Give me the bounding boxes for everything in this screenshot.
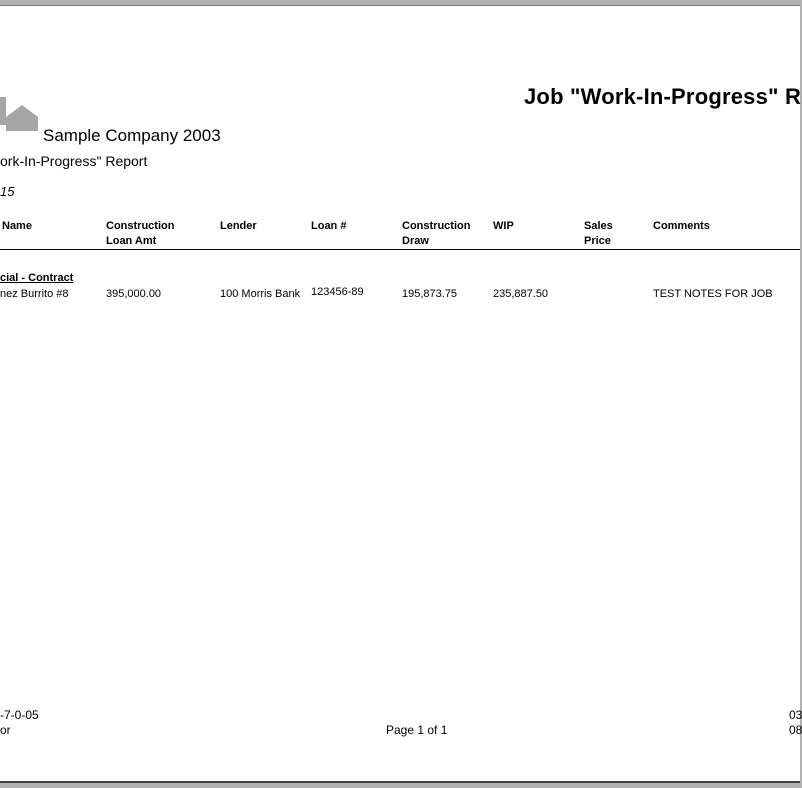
col-header-wip: WIP <box>493 220 514 232</box>
cell-name: nez Burrito #8 <box>0 288 69 300</box>
col-header-loan-amt: Construction Loan Amt <box>106 220 175 247</box>
report-date: 15 <box>0 184 15 199</box>
house-logo-icon <box>0 95 42 135</box>
footer-left-line1: -7-0-05 <box>0 708 39 722</box>
cell-loan-amt: 395,000.00 <box>106 288 162 300</box>
report-page <box>0 5 800 783</box>
cell-loan-no: 123456-89 <box>311 286 364 298</box>
col-header-loan-no: Loan # <box>311 220 347 232</box>
cell-comments: TEST NOTES FOR JOB <box>653 288 773 300</box>
col-header-comments: Comments <box>653 220 710 232</box>
cell-lender: 100 Morris Bank <box>220 288 301 300</box>
report-title: Job "Work-In-Progress" R <box>524 84 802 109</box>
group-label: cial - Contract <box>0 272 74 284</box>
col-header-sales-price: Sales Price <box>584 220 613 247</box>
company-name: Sample Company 2003 <box>43 126 221 145</box>
footer-right-line1: 03 <box>789 708 802 722</box>
page-number: Page 1 of 1 <box>386 723 448 737</box>
cell-wip: 235,887.50 <box>493 288 549 300</box>
col-header-lender: Lender <box>220 220 257 232</box>
footer-left-line2: or <box>0 723 11 737</box>
cell-draw: 195,873.75 <box>402 288 458 300</box>
col-header-draw: Construction Draw <box>402 220 471 247</box>
report-subtitle: ork-In-Progress" Report <box>0 153 148 169</box>
header-divider <box>0 249 800 250</box>
footer-right-line2: 08 <box>789 723 802 737</box>
col-header-name: Name <box>2 220 32 232</box>
